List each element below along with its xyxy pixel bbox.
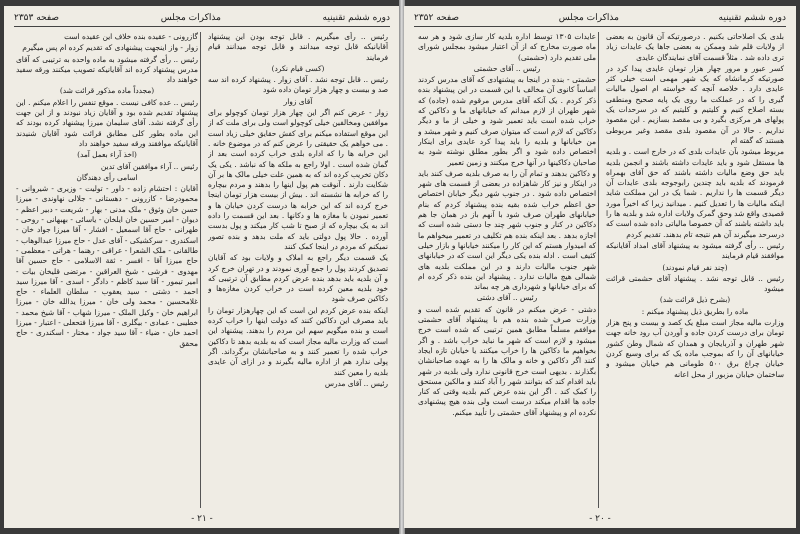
paragraph: یک قسمت دیگر راجع به املاک و ولایات بود که آقایان تصدیق کردند پول را جمع آوری نمودند و در تهران خرج کرد و آن بلدیه باید بدهد بنده عرض کردم مطابق آن ترتیبی که خود بلدیه معین کرده است در خراب کردن مغازه‌ها و دکاکین صرف شود [208, 253, 388, 304]
paragraph: (بشرح ذیل قرائت شد) [659, 295, 731, 305]
paragraph: رئیس .. عده کافی نیست . موقع تنفس را اعلام میکنم . این پیشنهاد تقدیم شده بود و آقایان زیاد نبودند و از این جهت رأی گرفته نشد. آقای سلیمان میرزا پیشنهاد کرده بودند که این ماده بطور کلی مطابق قرائت شود آقایان شنیدند آقایانیکه موافقند ورقه سفید خواهند داد [16, 97, 198, 148]
paragraph: رئیس .. آراء موافقین آقای تدین [100, 161, 198, 171]
paragraph: رئیس .. آقای مدرس [324, 378, 388, 388]
paragraph: بلدی یک اصلاحاتی بکنیم . درصورتیکه آن قانون به بعضی از ولایات قلم شد وممکن به بعضی جاها یک عایدات زیاد تری داده شد . مثلاً قسمت آقای نمایندگان عایدی [606, 32, 784, 62]
paragraph: حشمتی - بنده در اینجا به پیشنهادی که آقای مدرس کردند اساساً کانوی آن مخالف با این قسمت در این پیشنهاد بنده ذکر کردم . یک آنکه آقای مدرس مرقوم شده (جاده) که شهر طهران از لازم میدانم که خیابانهای ما و دکاکین که خراب شده است باید تعمیر شود و خیلی از ما و دیگر دکاکین که لازم است که میتوان صرف کنیم و شهر میشد و من خیابانها و بلدیه را باید پیدا کرد عایدی برای اینکار اختصاص داده شود و اگر بطور مطلق نوشته شود به صاحبان دکاکینها در آنها خرج میکنند و زمین تعمیر [418, 75, 596, 167]
journal-title: مذاکرات مجلس [160, 13, 221, 23]
paragraph: ماده را بطریق ذیل پیشنهاد میکنم : [641, 306, 749, 316]
paragraph: اینکه بنده عرض کردم این است که این چهارهزار تومان را باید مصرف این دکاکین کنند که دولت اینها را خراب کرده است و بنده میگویم سهم این مردم را بدهند. پیشنهاد این است که وزارت مالیه مجاز است که به بلدیه بدهد تا دکاکین خراب شده را تعمیر کنند و به صاحبانشان برگرداند. اگر پولی ندارد هم از اداره مالیه بگیرند و در ازای آن عایدی بلدیه را معین کنند [208, 305, 388, 377]
paragraph: رئیس .. رأی میگیریم . قابل توجه بودن این پیشنهاد آقایانیکه قابل توجه میدانند و قابل توجه میدانند قیام فرمایند [208, 32, 388, 62]
paragraph: (چند نفر قیام نمودند) [662, 262, 728, 272]
paragraph: مربوط میشود بآن عایدات بلدی که در خارج است . و بلدیه ها مستقل شود و باید عایدات داشته باشند و انجمن بلدیه باید حق وضع مالیات داشته باشند که حق آقای بهمراه فرمودند که بلدیه باید چندین رابوجوجه بلدی عایدات آن دیگر قسمت ها را نداریم . شما یک در این مملکت شاید اینکه مالیات ها را تعدیل کنیم . میدانید زیرا که اخیراً مورد قصیدی واقع شد وحق گمرک ولایات اداره شد و بلدیه ها را باید داشته باشند که آن خصوصا مالیاتی داده شده است که درسرحد میگیرند آن هم نتیجه تام بدهند. تقدیم کردم [606, 147, 784, 239]
left-page [4, 6, 400, 528]
text-column-right [606, 32, 784, 508]
right-page [404, 6, 796, 528]
page-footer: - ۲۰ - [589, 514, 611, 524]
text-column-left [16, 32, 198, 508]
paragraph: زوار - واز اینجهت پیشنهادی که تقدیم کرده ام پس میگیرم [22, 43, 198, 53]
session-label: دوره ششم تقنینیه [322, 13, 390, 23]
paragraph: آقای زوار [283, 96, 313, 106]
paragraph: (اخذ آراء بعمل آمد) [77, 150, 137, 160]
page-header [414, 10, 786, 27]
paragraph: عایدات ۱۳۰۵ توسط اداره بلدیه کار سازی شود و هر سه ماه صورت مخارج که از آن اعتبار میشود بمجلس شورای ملی تقدیم دارد (حشمتی) [418, 32, 596, 62]
paragraph: رئیس .. رأی گرفته میشود به پیشنهاد آقای امداد آقایانیکه موافقند قیام فرمایند [606, 240, 784, 261]
page-header [14, 10, 390, 27]
paragraph: رئیس .. قابل توجه نشد . پیشنهاد آقای حشمتی قرائت میشود [606, 273, 784, 294]
column-divider [598, 32, 599, 508]
page-footer: - ۲۱ - [191, 514, 213, 524]
session-label: دوره ششم تقنینیه [718, 13, 786, 23]
paragraph: آقایان : احتشام زاده - داور - تولیت - وزیری - شیروانی - محمودرضا - کازرونی - دهستانی - جلالی نهاوندی - میرزا حسن خان وثوق - ملک مدنی - بهار - شریعت - دبیر اعظم - دیوان - امیر حسین خان ایلخان - یاسائی - بهبهانی - روحی - طهرانی - حاج آقا اسمعیل - افشار - آقا میرزا جواد خان - اسکندری - سرکشیکی - آقای عدل - حاج میرزا عبدالوهاب - طالقانی - ملک الشعرا - عراقی - رهنما - هراتی - معظمی - حاج میرزا آقا - افسر - ثقة الاسلامی - حاج حسین آقا مهدوی - فرشی - شیخ العراقین - مرتضی قلیخان بیات - امیر تیمور - آقا سید کاظم - دادگر - اسدی - آقا میرزا سید احمد - دشتی - سید یعقوب - سلطان العلماء - حاج غلامحسین - محمد ولی خان - میرزا یدالله خان - میرزا ابراهیم خان - وکیل الملک - میرزا شهاب - آقا شیخ محمد - خطیبی - عمادی - بیگلری - آقا میرزا فتحعلی - اعتبار - میرزا احمد خان - ضیاء - آقا سید جواد - مختار - اسکندری - حاج محقق [16, 184, 198, 348]
column-divider [200, 32, 201, 508]
journal-title: مذاکرات مجلس [558, 13, 619, 23]
text-column-left [418, 32, 596, 508]
paragraph: رئیس .. آقای حشمتی [473, 63, 541, 73]
paragraph: وزارت مالیه مجاز است مبلغ یک کصد و بیست و پنج هزار تومان برای درست کردن جاده و آوردن آب رود خانه جهت شهر طهران و آذربایجان و همدان که شمال وطن کشور خیابانهای آن را که بموجب ماده یک که برای وسیع کردن خیابان چراغ برق ۵۰۰ طومانی هم خیابان میشود و ساختمان خیابان مزبور از محل اعانه [606, 318, 784, 379]
paragraph: (مجدداً ماده مذکور قرائت شد) [59, 86, 155, 96]
paragraph: (کسی قیام نکرد) [271, 63, 325, 73]
paragraph: گازرونی - عقیده بنده خلاف این عقیده است [64, 32, 198, 41]
paragraph: کسر عبور و مرور چهار هزار تومان عایدی پیدا کرد در صورتیکه کرمانشاه که یک شهر مهمی است خیلی کثر عایدی دارد . خلاصه آنچه که خواسته ام اصول مالیات گیری را که در عملکت ما روی یک پایه صحیح ومنطقی بسته اصلاح کنیم و کلیتیم و کلیتیم که در سرحدات یک پولهای هر مرکزی بگیرد و بی مقصد بسازیم . این مقصود نداریم . حالا در آن مقصود بلدی مقصد وغیر مربوطی هستند که گفته ام [606, 63, 784, 145]
page-number: صفحه ۲۳۵۳ [14, 13, 60, 23]
paragraph: رئیس .. رأی گرفته میشود به ماده واحده به ترتیبی که آقای مدرس پیشنهاد کرده اند آقایانیکه تصویب میکنند ورقه سفید خواهند داد [16, 54, 198, 85]
paragraph: دشتی - عرض میکنم در قانون که تقدیم شده است و وزارت صرف شده بنده هم با پیشنهاد آقای حشمتی موافقم مسلماً مطابق همین ترتیبی که شده است خرج میشود و لازم است که شهر ما نباید خراب باشد . و اگر بخواهیم ما دکاکین ها را خراب میکنند یا خیابان تازه ایجاد کنند اگر دکاکین و خانه و مالک ها را به عهده صاحبانشان بگذارند . بدیهی است خرج قانونی ندارد ولی بلدیه در شهر باید اقدام کند که بتوانند شهر را آباد کنند و مالکین مستحق را کمک کند . اگر این بنده عرض کنم بلدیه وقتی که کنار جاده ها اقدام میکند درست است ولی بنده هیچ پیشنهادی نکرده ام و پیشنهاد آقای حشمتی را تأیید میکنم. [418, 304, 596, 417]
paragraph: اسامی رأی دهندگان [76, 172, 138, 182]
text-column-right [208, 32, 388, 508]
page-number: صفحه ۲۳۵۲ [414, 13, 460, 23]
paragraph: زوار - عرض کنم اگر این چهار هزار تومان کوچولو برای موافقین ومخالفین خیلی کوچولو است ولی برای ملت که از این موقع استفاده میکنم برای کفش حقایق خیلی زیاد است . می خواهم یک حقیقتی را عرض کنم که در موضوع خانه . این خرابه ها را که اداره بلدی خراب کرده است بعد از گمان شده است . اولا راجع به ملکه ها که نباشد . یکی یک دکان تخریب کرده اند که به همین علت خیلی مالک ها بر آن شکایت دارند . آنوقت هم پول اینها را بدهند و مردم بیچاره را که خرابه ها نشسته اند . بیش از بیست هزار تومان اینجا خرج کرده اند که این خرابه ها درست کردن خیابان ها و تعمیر نمودن با مغازه ها و دکانها . بعد این قسمت را داده اند به یک بیچاره که از صبح تا شب کار میکند و پول بدست آورده . حالا پول دولتی باید که ملت بدهد و بنده تصور نمیکنم که مردم در اینجا کمک کنند [208, 108, 388, 251]
paragraph: رئیس .. قابل توجه نشد . آقای زوار . پیشنهاد کرده اند سه صد و بیست و چهار هزار تومان داده شود [208, 75, 388, 95]
paragraph: رئیس .. آقای دشتی [476, 293, 538, 303]
paragraph: و دکاکین بدهند و تمام آن را به صرف بلدیه صرف کنند باید در اینکار و نیز کار شاهزاده در بعضی از قسمت های شهر اختصاص داده شود . در جنوب شهر دیگر خیابان اختصاص حق اعظم خراب شده بقیه بنده پیشنهاد کردم که بنام خیابانهای طهران صرف شود با آنهم باز در همان جا هم دکاکین در کنار و جنوب شهر چند جا دستی شده است که اجازه بدهد . بعد اینکه بنده هم تکلیف در تعمیر میخواهم ما که امیدوار هستم که این کار را میکنند خیابانها و بازار خیلی کثیف است . ادله بنده یکی دیگر این است که در خیابانهای شهر جنوب مالیات دارند و در این مملکت بلدیه های شمالی هیچ مالیات ندارد . پیشنهاد این بنده ذکر کرده ام که برای خیابانها و شهرداری هر چه بماند [418, 168, 596, 292]
